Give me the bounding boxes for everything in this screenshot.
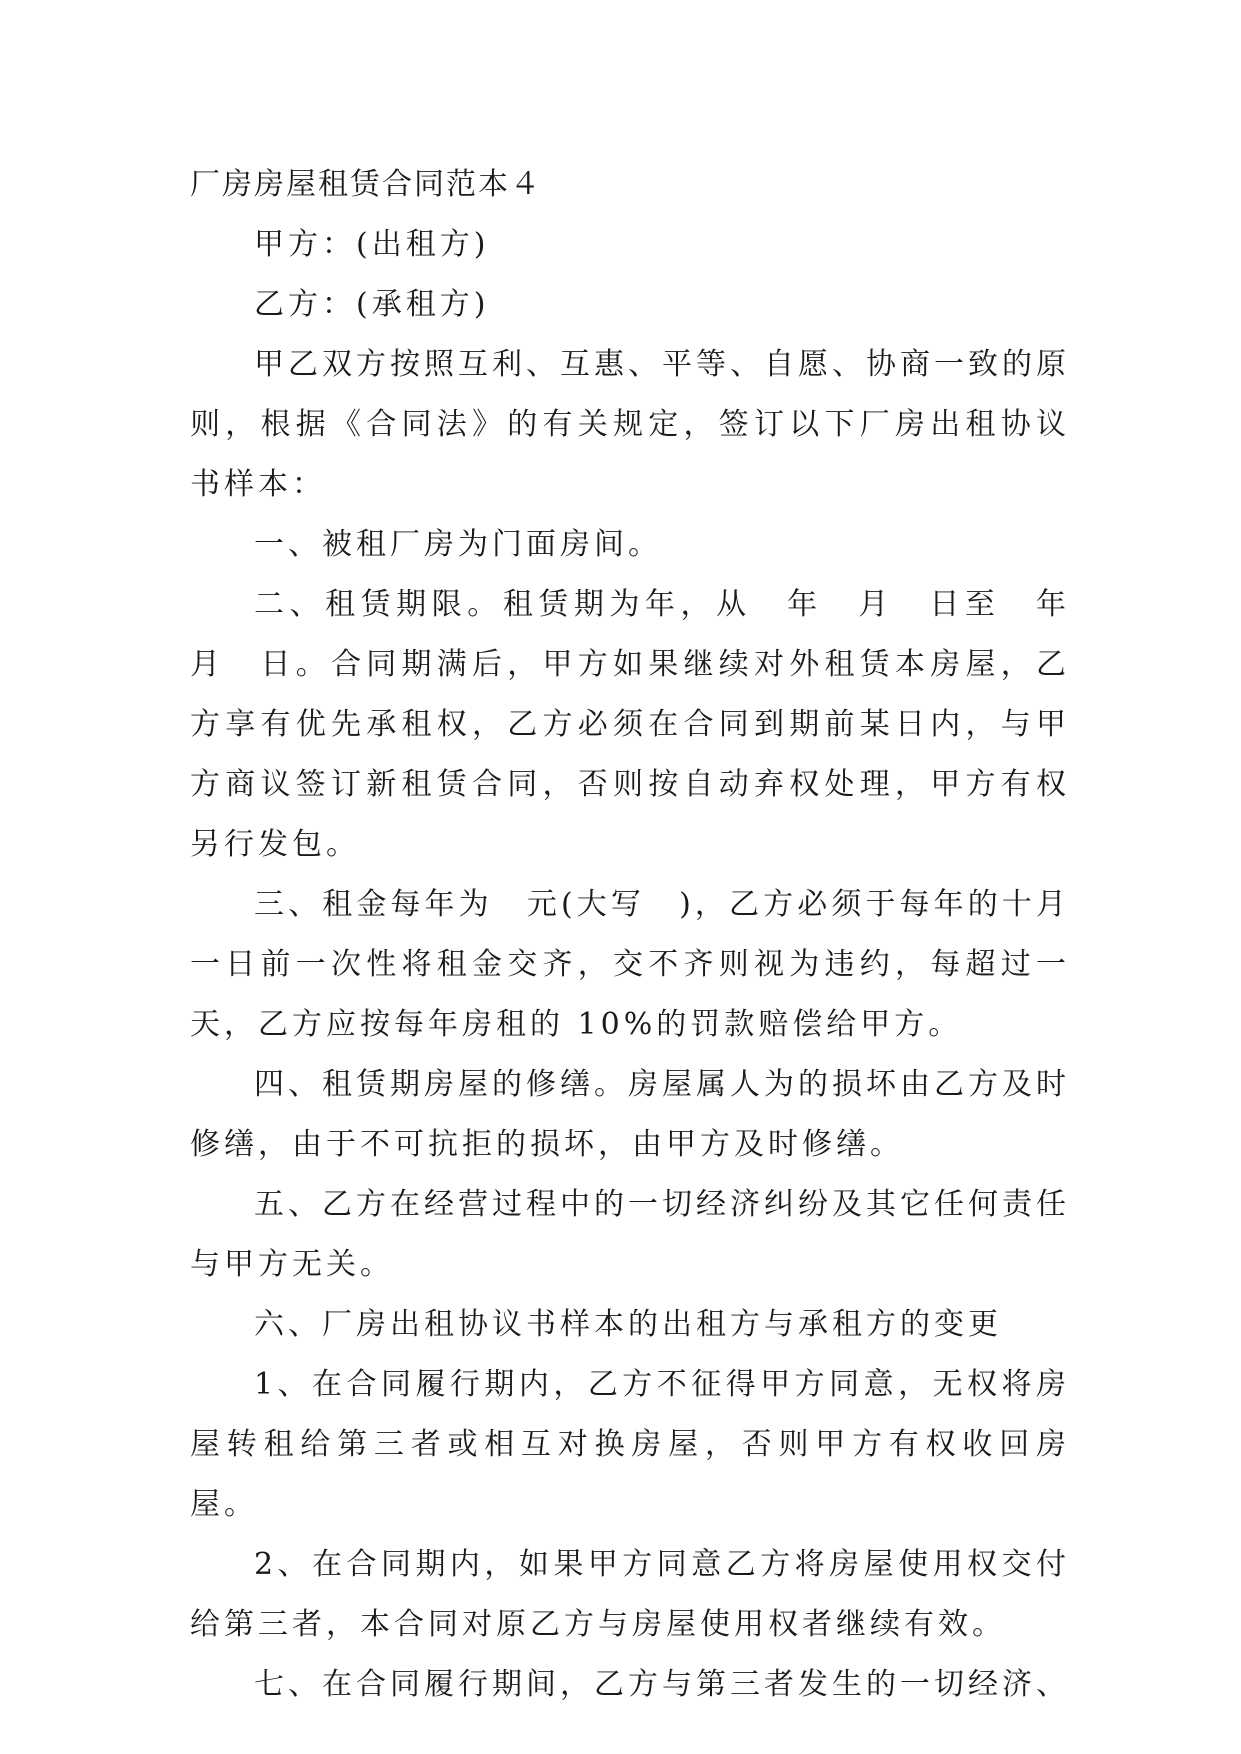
clause-2-paragraph: 二、租赁期限。租赁期为年，从 年 月 日至 年 月 日。合同期满后，甲方如果继续对外租赁本房屋，乙方享有优先承租权，乙方必须在合同到期前某日内，与甲方商议签订新租赁合同，否则按自动弃权处理，甲方有权另行发包。 — [190, 587, 1104, 862]
clause-6-heading: 六、厂房出租协议书样本的出租方与承租方的变更 — [254, 1307, 1002, 1342]
party-a-line: 甲方：(出租方) — [254, 227, 490, 262]
document-body — [190, 155, 1104, 1715]
clause-6-item-1: 1、在合同履行期内，乙方不征得甲方同意，无权将房屋转租给第三者或相互对换房屋，否则甲方有权收回房屋。 — [190, 1367, 1070, 1522]
clause-1-paragraph: 一、被租厂房为门面房间。 — [254, 527, 662, 562]
preamble-paragraph: 甲乙双方按照互利、互惠、平等、自愿、协商一致的原则，根据《合同法》的有关规定，签订以下厂房出租协议书样本： — [190, 347, 1070, 502]
clause-5-paragraph: 五、乙方在经营过程中的一切经济纠纷及其它任何责任与甲方无关。 — [190, 1187, 1070, 1282]
clause-3-paragraph: 三、租金每年为 元(大写 )，乙方必须于每年的十月一日前一次性将租金交齐，交不齐则视为违约，每超过一天，乙方应按每年房租的 10%的罚款赔偿给甲方。 — [190, 887, 1070, 1042]
party-b-line: 乙方：(承租方) — [254, 287, 490, 322]
document-title: 厂房房屋租赁合同范本４ — [190, 167, 542, 202]
clause-4-paragraph: 四、租赁期房屋的修缮。房屋属人为的损坏由乙方及时修缮，由于不可抗拒的损坏，由甲方及时修缮。 — [190, 1067, 1070, 1162]
clause-7-paragraph: 七、在合同履行期间，乙方与第三者发生的一切经济、 — [254, 1667, 1070, 1702]
clause-6-item-2: 2、在合同期内，如果甲方同意乙方将房屋使用权交付给第三者，本合同对原乙方与房屋使用权者继续有效。 — [190, 1547, 1070, 1642]
